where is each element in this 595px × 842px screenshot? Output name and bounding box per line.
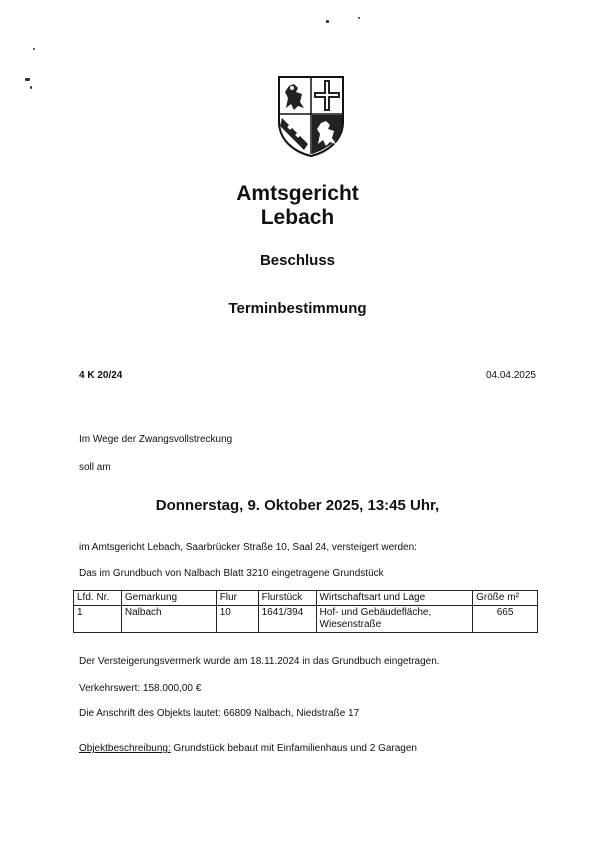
saarland-coat-of-arms-icon bbox=[276, 74, 346, 158]
scan-speck bbox=[30, 86, 32, 89]
auction-location: im Amtsgericht Lebach, Saarbrücker Straße 10, Saal 24, versteigert werden: bbox=[79, 542, 417, 553]
scan-speck bbox=[25, 78, 30, 81]
column-header: Größe m² bbox=[473, 591, 538, 606]
table-cell: Hof- und Gebäudefläche, Wiesenstraße bbox=[316, 606, 473, 633]
anschrift-text: Die Anschrift des Objekts lautet: 66809 Nalbach, Niedstraße 17 bbox=[79, 708, 360, 719]
verkehrswert-text: Verkehrswert: 158.000,00 € bbox=[79, 683, 202, 694]
scan-speck bbox=[326, 20, 329, 23]
scan-speck bbox=[33, 48, 35, 50]
table-cell: 10 bbox=[216, 606, 258, 633]
table-row bbox=[74, 606, 538, 633]
table-cell: 1641/394 bbox=[258, 606, 316, 633]
scan-speck bbox=[358, 17, 360, 19]
soll-am-text: soll am bbox=[79, 462, 111, 473]
subject-heading: Terminbestimmung bbox=[228, 300, 367, 317]
court-name: Amtsgericht bbox=[236, 182, 359, 205]
column-header: Flurstück bbox=[258, 591, 316, 606]
registry-text: Das im Grundbuch von Nalbach Blatt 3210 eingetragene Grundstück bbox=[79, 568, 384, 579]
case-number: 4 K 20/24 bbox=[79, 370, 123, 381]
objektbeschreibung bbox=[79, 743, 417, 754]
auction-date: Donnerstag, 9. Oktober 2025, 13:45 Uhr, bbox=[155, 497, 440, 514]
column-header: Lfd. Nr. bbox=[74, 591, 122, 606]
table-header-row bbox=[74, 591, 538, 606]
column-header: Gemarkung bbox=[121, 591, 216, 606]
vermerk-text: Der Versteigerungsvermerk wurde am 18.11.2024 in das Grundbuch eingetragen. bbox=[79, 656, 440, 667]
column-header: Flur bbox=[216, 591, 258, 606]
objektbeschreibung-label: Objektbeschreibung: bbox=[79, 743, 171, 754]
objektbeschreibung-text: Grundstück bebaut mit Einfamilienhaus und 2 Garagen bbox=[170, 743, 417, 754]
property-table bbox=[73, 590, 538, 633]
table-cell: Nalbach bbox=[121, 606, 216, 633]
document-type-heading: Beschluss bbox=[259, 252, 336, 269]
intro-text: Im Wege der Zwangsvollstreckung bbox=[79, 434, 233, 445]
table-cell: 1 bbox=[74, 606, 122, 633]
document-date: 04.04.2025 bbox=[485, 370, 536, 381]
table-cell: 665 bbox=[473, 606, 538, 633]
court-city: Lebach bbox=[260, 206, 335, 229]
column-header: Wirtschaftsart und Lage bbox=[316, 591, 473, 606]
